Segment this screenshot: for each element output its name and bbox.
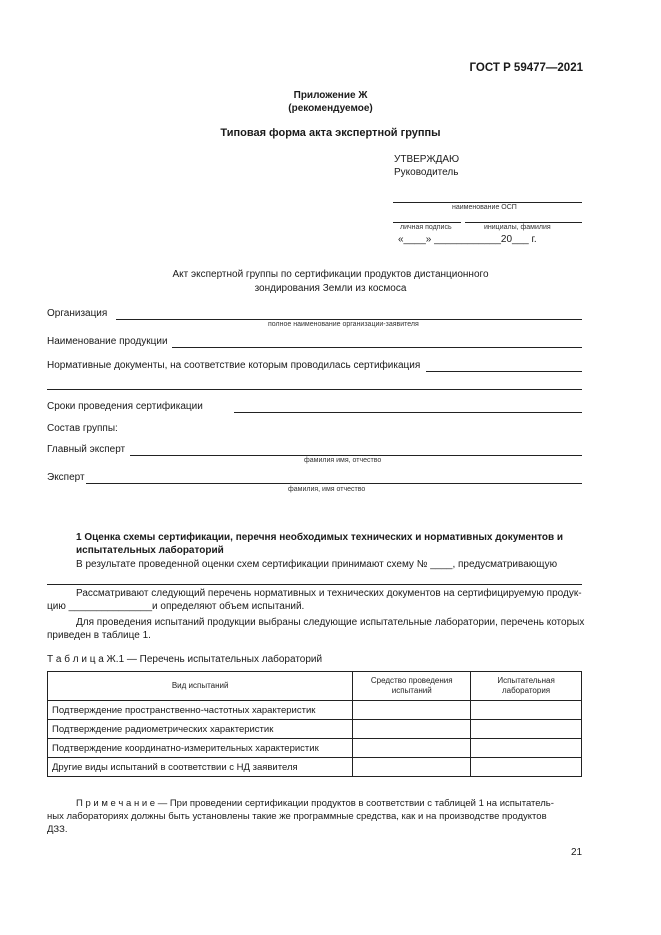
- row-test-type: Подтверждение координатно-измерительных характеристик: [48, 739, 353, 758]
- table-row: [48, 720, 582, 739]
- row-test-type: Подтверждение пространственно-частотных характеристик: [48, 701, 353, 720]
- osp-line: [393, 202, 582, 203]
- row-test-means[interactable]: [353, 701, 471, 720]
- terms-label: Сроки проведения сертификации: [47, 401, 203, 412]
- organization-caption: полное наименование организации-заявителя: [268, 321, 419, 328]
- header-test-type: Вид испытаний: [48, 672, 353, 701]
- signature-line: [393, 222, 461, 223]
- table-caption: Т а б л и ц а Ж.1 — Перечень испытательных лабораторий: [47, 654, 323, 665]
- table-row: [48, 701, 582, 720]
- row-test-type: Подтверждение радиометрических характеристик: [48, 720, 353, 739]
- expert-label: Эксперт: [47, 472, 85, 483]
- act-title-line1: Акт экспертной группы по сертификации продуктов дистанционного: [172, 269, 489, 280]
- appendix-subtitle: (рекомендуемое): [288, 103, 373, 114]
- note-line2: ных лабораториях должны быть установлены такие же программные средства, как и на производстве продуктов: [47, 811, 547, 822]
- table-row: [48, 758, 582, 777]
- group-label: Состав группы:: [47, 423, 118, 434]
- row-test-laboratory[interactable]: [471, 720, 582, 739]
- section1-paragraph2-line1: Рассматривают следующий перечень нормативных и технических документов на сертифицируемую продук-: [76, 588, 582, 599]
- table-row: [48, 739, 582, 758]
- normative-docs-line[interactable]: [426, 371, 582, 372]
- standard-number: ГОСТ Р 59477—2021: [469, 62, 583, 74]
- organization-label: Организация: [47, 308, 108, 319]
- section1-heading-line2: испытательных лабораторий: [76, 545, 224, 556]
- product-name-label: Наименование продукции: [47, 336, 168, 347]
- row-test-means[interactable]: [353, 758, 471, 777]
- chief-expert-caption: фамилия имя, отчество: [304, 457, 382, 464]
- section1-paragraph2-line2: цию _______________и определяют объем испытаний.: [47, 601, 305, 612]
- act-title-line2: зондирования Земли из космоса: [254, 283, 407, 294]
- row-test-laboratory[interactable]: [471, 701, 582, 720]
- appendix-title: Приложение Ж: [293, 90, 368, 101]
- expert-line[interactable]: [86, 483, 582, 484]
- note-line3: ДЗЗ.: [47, 824, 68, 835]
- name-line: [465, 222, 582, 223]
- product-name-line[interactable]: [172, 347, 582, 348]
- organization-line[interactable]: [116, 319, 582, 320]
- note-line1: П р и м е ч а н и е — При проведении сертификации продуктов в соответствии с таблицей 1 на испытатель-: [76, 798, 554, 809]
- scheme-line[interactable]: [47, 584, 582, 585]
- signature-caption: личная подпись: [400, 224, 452, 231]
- row-test-means[interactable]: [353, 720, 471, 739]
- section1-paragraph3-line2: приведен в таблице 1.: [47, 630, 151, 641]
- row-test-laboratory[interactable]: [471, 758, 582, 777]
- row-test-means[interactable]: [353, 739, 471, 758]
- page-number: 21: [571, 847, 583, 858]
- section1-paragraph3-line1: Для проведения испытаний продукции выбраны следующие испытательные лаборатории, перечень которых: [76, 617, 585, 628]
- laboratories-table: [47, 671, 582, 777]
- head-label: Руководитель: [394, 167, 459, 178]
- name-caption: инициалы, фамилия: [484, 224, 551, 231]
- normative-docs-label: Нормативные документы, на соответствие которым проводилась сертификация: [47, 360, 421, 371]
- osp-caption: наименование ОСП: [452, 204, 517, 211]
- terms-line[interactable]: [234, 412, 582, 413]
- header-test-means: Средство проведения испытаний: [353, 672, 471, 701]
- chief-expert-label: Главный эксперт: [47, 444, 126, 455]
- date-line: «____» ____________20___ г.: [398, 234, 537, 245]
- section1-heading-line1: 1 Оценка схемы сертификации, перечня необходимых технических и нормативных документов и: [76, 532, 564, 543]
- header-test-laboratory: Испытательная лаборатория: [471, 672, 582, 701]
- form-title: Типовая форма акта экспертной группы: [220, 127, 441, 139]
- approve-label: УТВЕРЖДАЮ: [394, 154, 460, 165]
- row-test-laboratory[interactable]: [471, 739, 582, 758]
- normative-docs-line-2[interactable]: [47, 389, 582, 390]
- section1-paragraph1: В результате проведенной оценки схем сертификации принимают схему № ____, предусматривающую: [76, 559, 558, 570]
- table-header-row: [48, 672, 582, 701]
- chief-expert-line[interactable]: [130, 455, 582, 456]
- expert-caption: фамилия, имя отчество: [288, 486, 366, 493]
- row-test-type: Другие виды испытаний в соответствии с НД заявителя: [48, 758, 353, 777]
